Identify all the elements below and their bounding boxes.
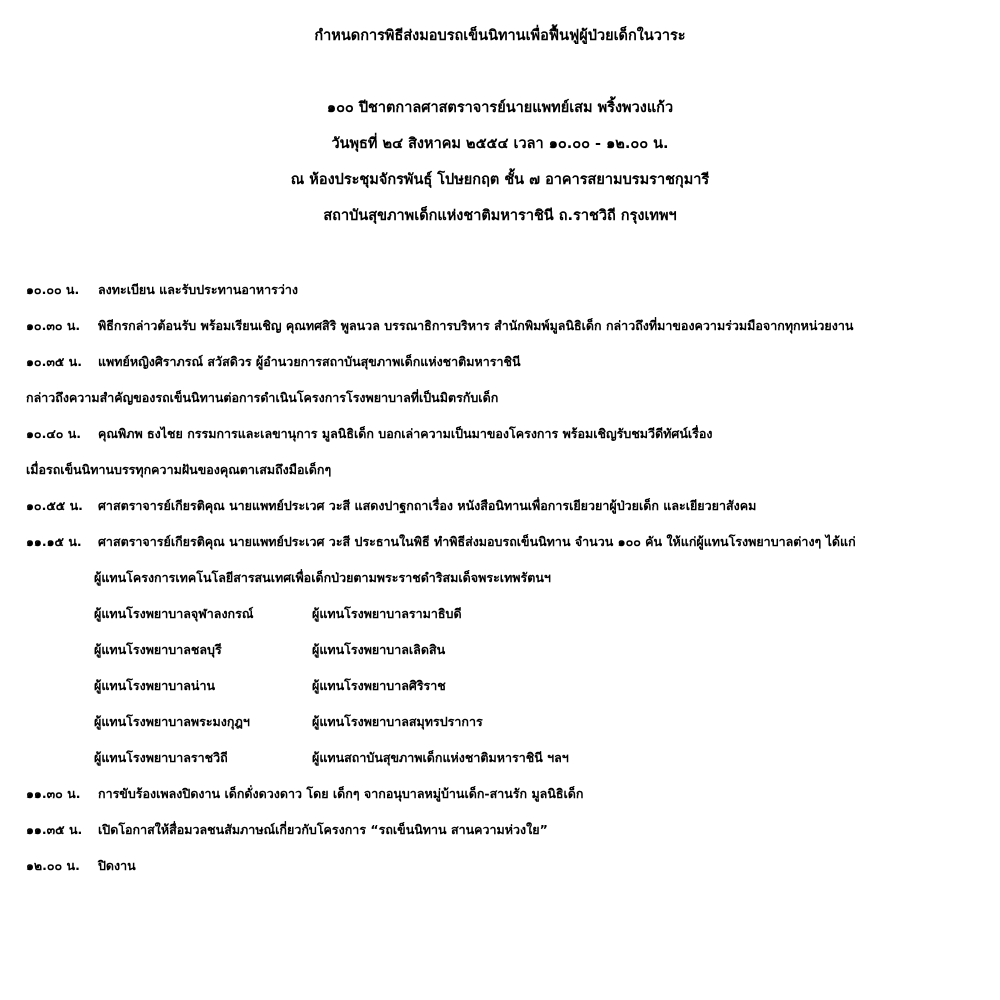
representative-right: ผู้แทนโรงพยาบาลศิริราช bbox=[312, 678, 446, 693]
anniversary-heading: ๑๐๐ ปีชาตกาลศาสตราจารย์นายแพทย์เสม พริ้งพวงแก้ว bbox=[326, 100, 674, 116]
representative-right: ผู้แทนสถาบันสุขภาพเด็กแห่งชาติมหาราชินี ฯลฯ bbox=[312, 750, 569, 765]
representative-intro: ผู้แทนโครงการเทคโนโลยีสารสนเทศเพื่อเด็กป่วยตามพระราชดำริสมเด็จพระเทพรัตนฯ bbox=[94, 570, 551, 585]
representative-right: ผู้แทนโรงพยาบาลเลิดสิน bbox=[312, 642, 446, 657]
schedule-time: ๑๐.๕๕ น. bbox=[26, 498, 83, 513]
schedule-text: ศาสตราจารย์เกียรติคุณ นายแพทย์ประเวศ วะสี ประธานในพิธี ทำพิธีส่งมอบรถเข็นนิทาน จำนวน ๑๐๐ คัน ให้แก่ผู้แทนโรงพยาบาลต่างๆ ได้แก่ bbox=[98, 534, 856, 549]
document-title: กำหนดการพิธีส่งมอบรถเข็นนิทานเพื่อฟื้นฟูผู้ป่วยเด็กในวาระ bbox=[314, 28, 686, 44]
schedule-time: ๑๐.๐๐ น. bbox=[26, 282, 80, 297]
schedule-time: ๑๐.๓๕ น. bbox=[26, 354, 82, 369]
schedule-text: พิธีกรกล่าวต้อนรับ พร้อมเรียนเชิญ คุณทศสิริ พูลนวล บรรณาธิการบริหาร สำนักพิมพ์มูลนิธิเด็ก กล่าวถึงที่มาของความร่วมมือจากทุกหน่วยงาน bbox=[98, 318, 854, 333]
schedule-time: ๑๑.๓๐ น. bbox=[26, 786, 81, 801]
event-venue: ณ ห้องประชุมจักรพันธุ์ โปษยกฤต ชั้น ๗ อาคารสยามบรมราชกุมารี bbox=[290, 172, 710, 188]
schedule-time: ๑๑.๓๕ น. bbox=[26, 822, 83, 837]
schedule-time: ๑๒.๐๐ น. bbox=[26, 858, 80, 873]
representative-left: ผู้แทนโรงพยาบาลราชวิถี bbox=[94, 750, 228, 765]
representative-left: ผู้แทนโรงพยาบาลพระมงกุฎฯ bbox=[94, 714, 250, 729]
schedule-time: ๑๐.๔๐ น. bbox=[26, 426, 82, 441]
schedule-text: ศาสตราจารย์เกียรติคุณ นายแพทย์ประเวศ วะสี แสดงปาฐกถาเรื่อง หนังสือนิทานเพื่อการเยียวยาผู้ป่วยเด็ก และเยียวยาสังคม bbox=[98, 498, 757, 513]
representative-right: ผู้แทนโรงพยาบาลสมุทรปราการ bbox=[312, 714, 483, 729]
event-institute: สถาบันสุขภาพเด็กแห่งชาติมหาราชินี ถ.ราชวิถี กรุงเทพฯ bbox=[323, 208, 677, 224]
schedule-text: แพทย์หญิงศิราภรณ์ สวัสดิวร ผู้อำนวยการสถาบันสุขภาพเด็กแห่งชาติมหาราชินี bbox=[98, 354, 521, 369]
schedule-text: ลงทะเบียน และรับประทานอาหารว่าง bbox=[98, 282, 299, 297]
schedule-text: ปิดงาน bbox=[98, 858, 136, 873]
schedule-text: คุณพิภพ ธงไชย กรรมการและเลขานุการ มูลนิธิเด็ก บอกเล่าความเป็นมาของโครงการ พร้อมเชิญรับชมวีดีทัศน์เรื่อง bbox=[98, 426, 713, 441]
schedule-text: เปิดโอกาสให้สื่อมวลชนสัมภาษณ์เกี่ยวกับโครงการ “รถเข็นนิทาน สานความห่วงใย” bbox=[98, 822, 548, 837]
schedule-time: ๑๑.๑๕ น. bbox=[26, 534, 82, 549]
representative-left: ผู้แทนโรงพยาบาลชลบุรี bbox=[94, 642, 222, 657]
schedule-item-background-continued: เมื่อรถเข็นนิทานบรรทุกความฝันของคุณตาเสมถึงมือเด็กๆ bbox=[26, 462, 332, 477]
event-date-time: วันพุธที่ ๒๔ สิงหาคม ๒๕๕๔ เวลา ๑๐.๐๐ - ๑๒.๐๐ น. bbox=[331, 136, 669, 152]
representative-left: ผู้แทนโรงพยาบาลจุฬาลงกรณ์ bbox=[94, 606, 254, 621]
schedule-item-director-continued: กล่าวถึงความสำคัญของรถเข็นนิทานต่อการดำเนินโครงการโรงพยาบาลที่เป็นมิตรกับเด็ก bbox=[26, 390, 499, 405]
representative-left: ผู้แทนโรงพยาบาลน่าน bbox=[94, 678, 216, 693]
schedule-time: ๑๐.๓๐ น. bbox=[26, 318, 81, 333]
representative-right: ผู้แทนโรงพยาบาลรามาธิบดี bbox=[312, 606, 462, 621]
schedule-text: การขับร้องเพลงปิดงาน เด็กดั่งดวงดาว โดย เด็กๆ จากอนุบาลหมู่บ้านเด็ก-สานรัก มูลนิธิเด็ก bbox=[98, 786, 584, 801]
